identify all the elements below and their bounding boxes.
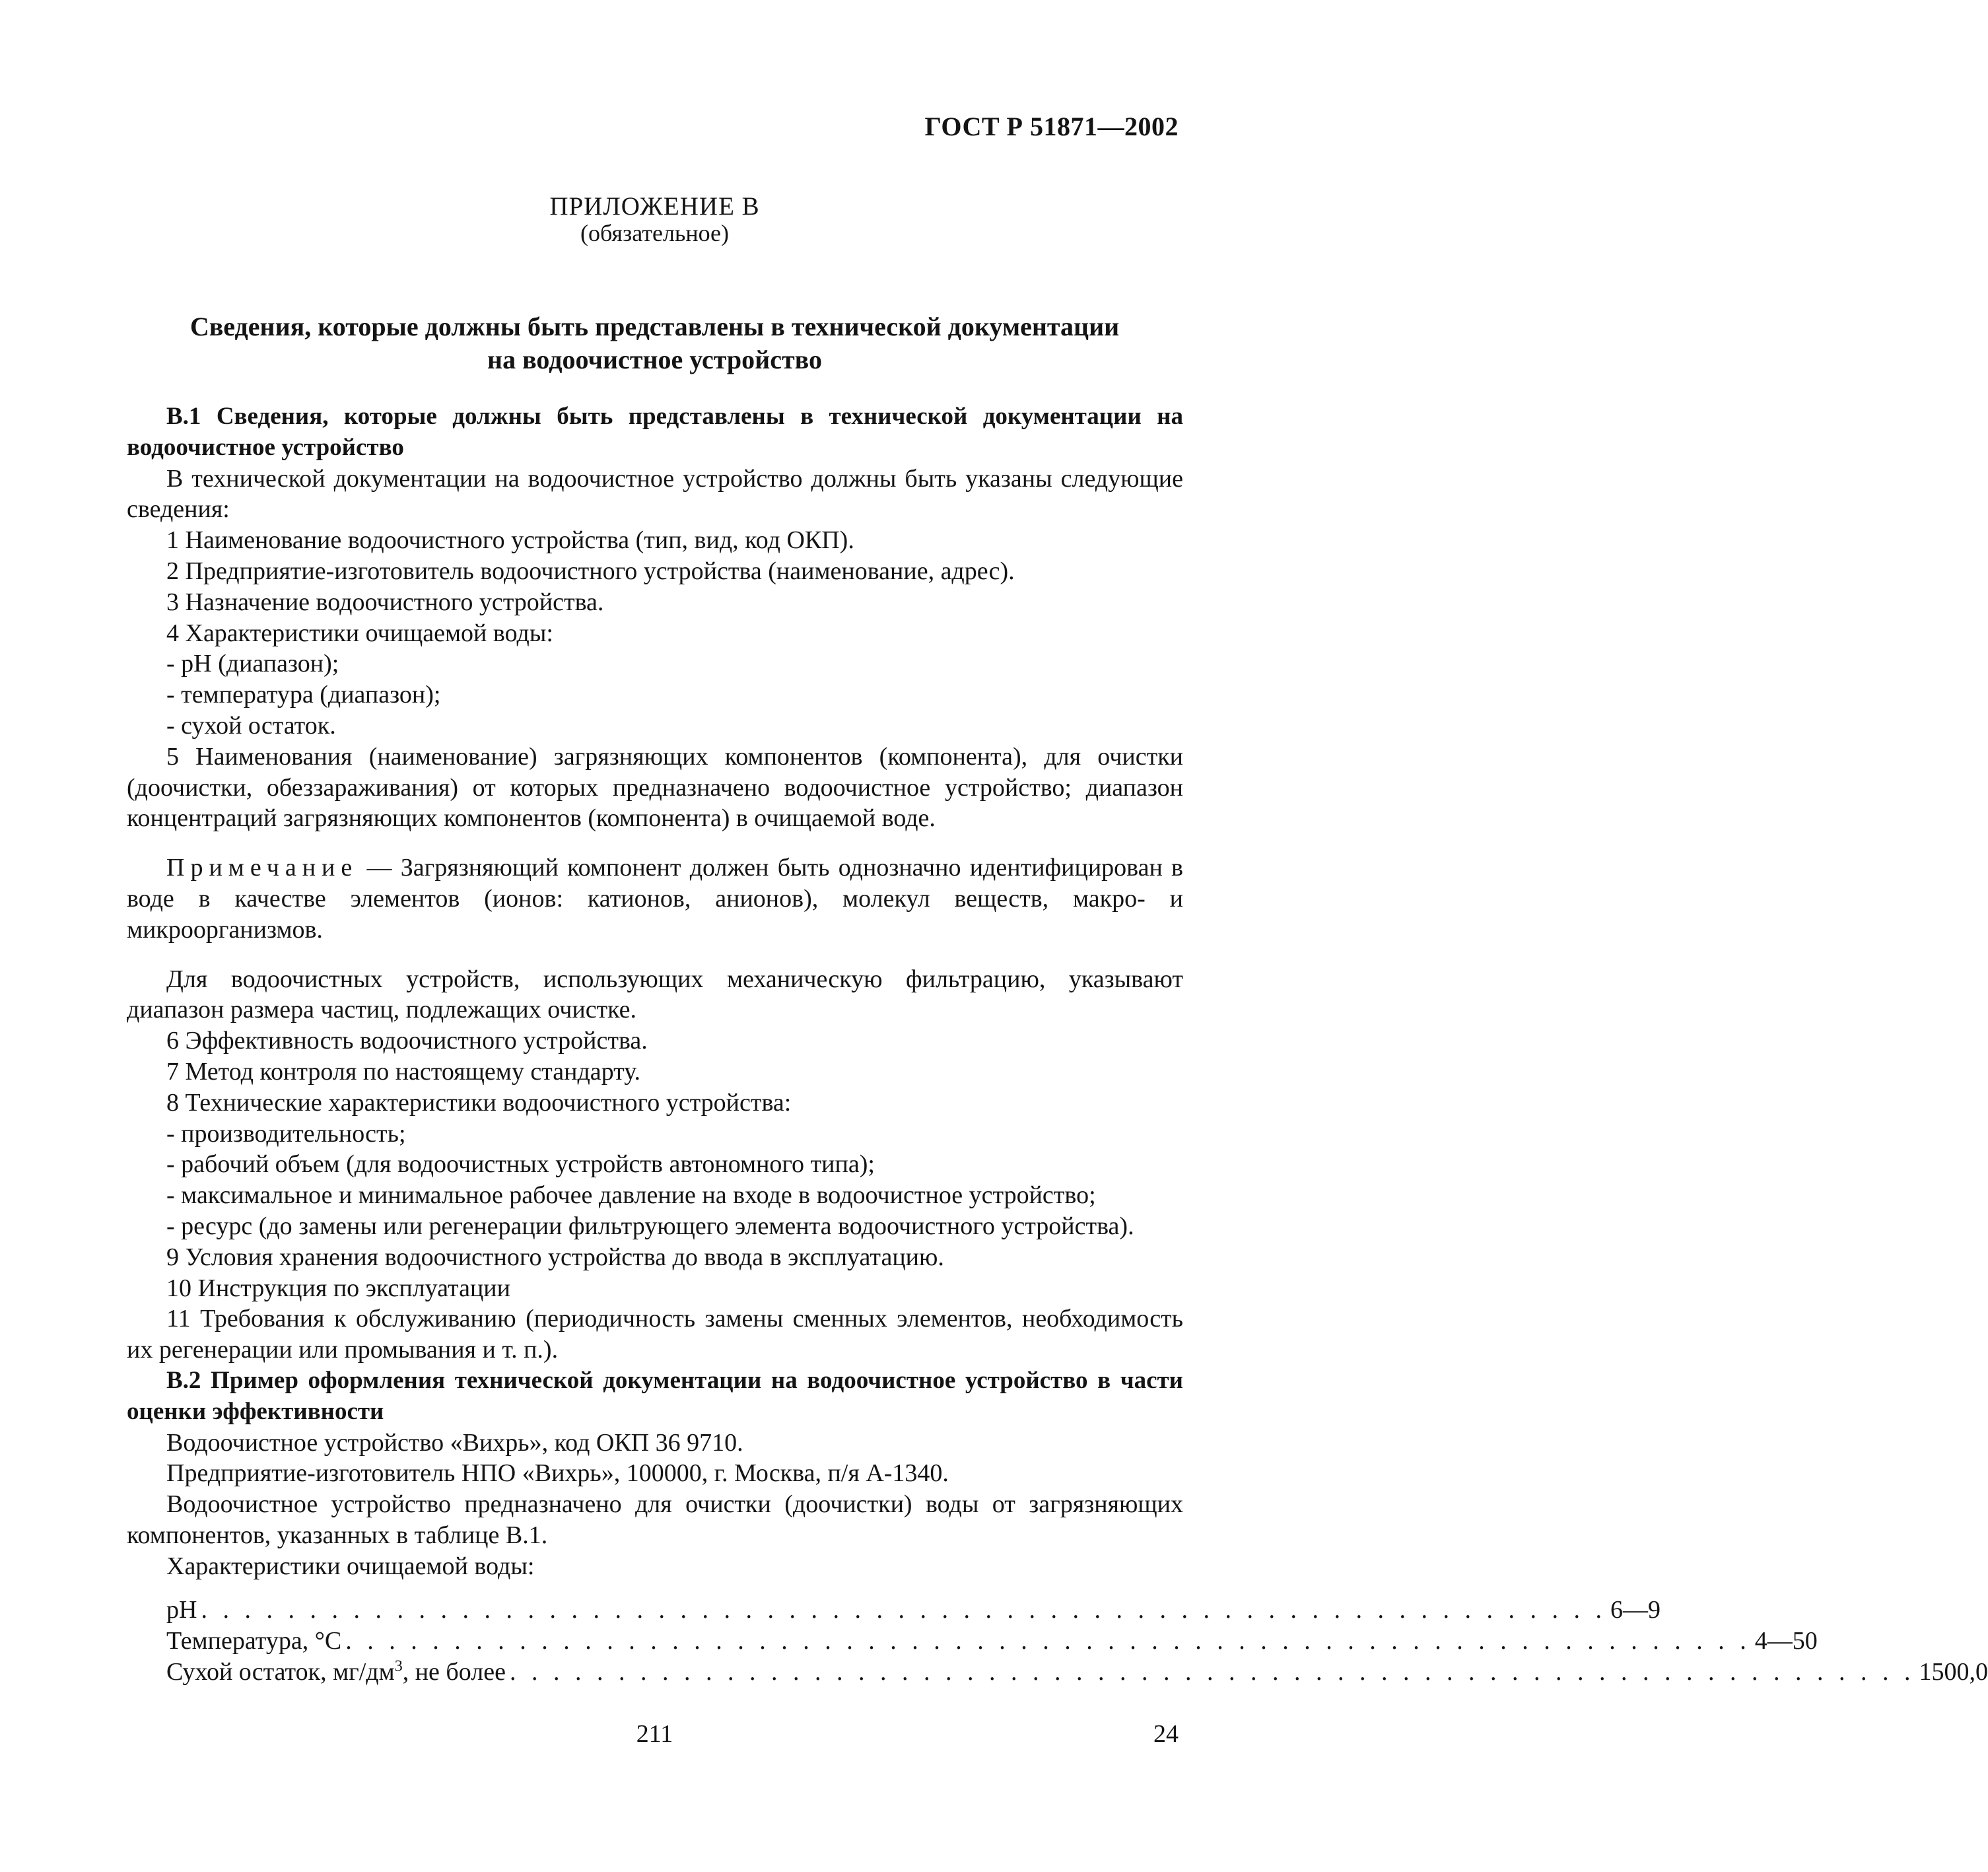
list-item: 5 Наименования (наименование) загрязняющих компонентов (компонента), для очистки (доочистки, обеззараживания) от которых предназначено водоочистное устройство; диапазон концентраций загрязняющих компонентов (компонента) в очищаемой воде.: [127, 742, 1183, 833]
dot-leader: . . . . . . . . . . . . . . . . . . . . . . . . . . . . . . . . . . . . . . . . . . . . . . . . . . . . . . . . . . . . . . . . .: [201, 1596, 1606, 1624]
document-title-line1: Сведения, которые должны быть представлены в технической документации: [189, 312, 1120, 341]
list-item: 4 Характеристики очищаемой воды:: [166, 619, 553, 647]
param-label: рН: [166, 1596, 197, 1624]
param-row-dry-residue: [166, 1657, 1988, 1688]
list-item: 8 Технические характеристики водоочистного устройства:: [166, 1088, 792, 1117]
paragraph: Водоочистное устройство предназначено для очистки (доочистки) воды от загрязняющих компонентов, указанных в таблице В.1.: [127, 1490, 1183, 1549]
paragraph-filtration: Для водоочистных устройств, использующих механическую фильтрацию, указывают диапазон размера частиц, подлежащих очистке.: [127, 965, 1183, 1024]
param-value: 1500,0: [1919, 1658, 1988, 1686]
param-label: Температура, °С: [166, 1627, 342, 1655]
note-label: Примечание: [166, 854, 359, 882]
list-item: - максимальное и минимальное рабочее давление на входе в водоочистное устройство;: [166, 1181, 1096, 1210]
document-title-line2: на водоочистное устройство: [487, 345, 822, 374]
list-item: - ресурс (до замены или регенерации фильтрующего элемента водоочистного устройства).: [166, 1212, 1134, 1240]
param-value: 6—9: [1610, 1596, 1661, 1624]
param-row-temperature: [166, 1626, 1818, 1657]
list-item: 2 Предприятие-изготовитель водоочистного устройства (наименование, адрес).: [166, 557, 1015, 585]
list-item: 10 Инструкция по эксплуатации: [166, 1274, 510, 1302]
paragraph: Предприятие-изготовитель НПО «Вихрь», 100000, г. Москва, п/я А-1340.: [166, 1459, 949, 1488]
section-heading-b2: В.2 Пример оформления технической документации на водоочистное устройство в части оценки эффективности: [127, 1366, 1183, 1425]
note-paragraph: [127, 852, 1183, 945]
param-label-sup: 3: [394, 1657, 403, 1675]
list-item: - рабочий объем (для водоочистных устройств автономного типа);: [166, 1150, 875, 1179]
list-item: 1 Наименование водоочистного устройства (тип, вид, код ОКП).: [166, 526, 854, 555]
appendix-subtitle: (обязательное): [580, 220, 729, 246]
param-label-tail: , не более: [402, 1658, 506, 1686]
list-item: - рН (диапазон);: [166, 650, 339, 678]
paragraph: Водоочистное устройство «Вихрь», код ОКП 36 9710.: [166, 1428, 743, 1457]
paragraph-intro: В технической документации на водоочистное устройство должны быть указаны следующие сведения:: [127, 464, 1183, 524]
page-number-right: 24: [1153, 1720, 1179, 1748]
document-title: [0, 310, 1309, 376]
list-item: 11 Требования к обслуживанию (периодичность замены сменных элементов, необходимость их регенерации или промывания и т. п.).: [127, 1305, 1183, 1364]
section-heading-b1: В.1 Сведения, которые должны быть представлены в технической документации на водоочистное устройство: [127, 403, 1183, 461]
standard-number: ГОСТ Р 51871—2002: [924, 112, 1179, 141]
appendix-title: ПРИЛОЖЕНИЕ В: [549, 192, 760, 221]
list-item: - температура (диапазон);: [166, 681, 441, 709]
list-item: - сухой остаток.: [166, 711, 336, 740]
list-item: - производительность;: [166, 1119, 406, 1148]
dot-leader: . . . . . . . . . . . . . . . . . . . . . . . . . . . . . . . . . . . . . . . . . . . . . . . . . . . . . . . . . . . . . . . . .: [345, 1627, 1751, 1655]
param-value: 4—50: [1754, 1627, 1818, 1655]
note-text: — Загрязняющий компонент должен быть однозначно идентифицирован в воде в качестве элементов (ионов: катионов, анионов), молекул веществ, макро- и микроорганизмов.: [127, 854, 1183, 944]
list-item: 7 Метод контроля по настоящему стандарту.: [166, 1057, 640, 1086]
document-body: [127, 401, 1988, 1688]
param-label-main: Сухой остаток, мг/дм: [166, 1658, 395, 1686]
page-number-center: 211: [636, 1720, 673, 1748]
paragraph: Характеристики очищаемой воды:: [166, 1552, 535, 1580]
list-item: 9 Условия хранения водоочистного устройства до ввода в эксплуатацию.: [166, 1243, 944, 1271]
list-item: 3 Назначение водоочистного устройства.: [166, 588, 604, 616]
list-item: 6 Эффективность водоочистного устройства.: [166, 1027, 648, 1055]
param-row-ph: [166, 1595, 1661, 1626]
dot-leader: . . . . . . . . . . . . . . . . . . . . . . . . . . . . . . . . . . . . . . . . . . . . . . . . . . . . . . . . . . . . . . . . .: [509, 1658, 1915, 1686]
param-label: [166, 1657, 506, 1688]
